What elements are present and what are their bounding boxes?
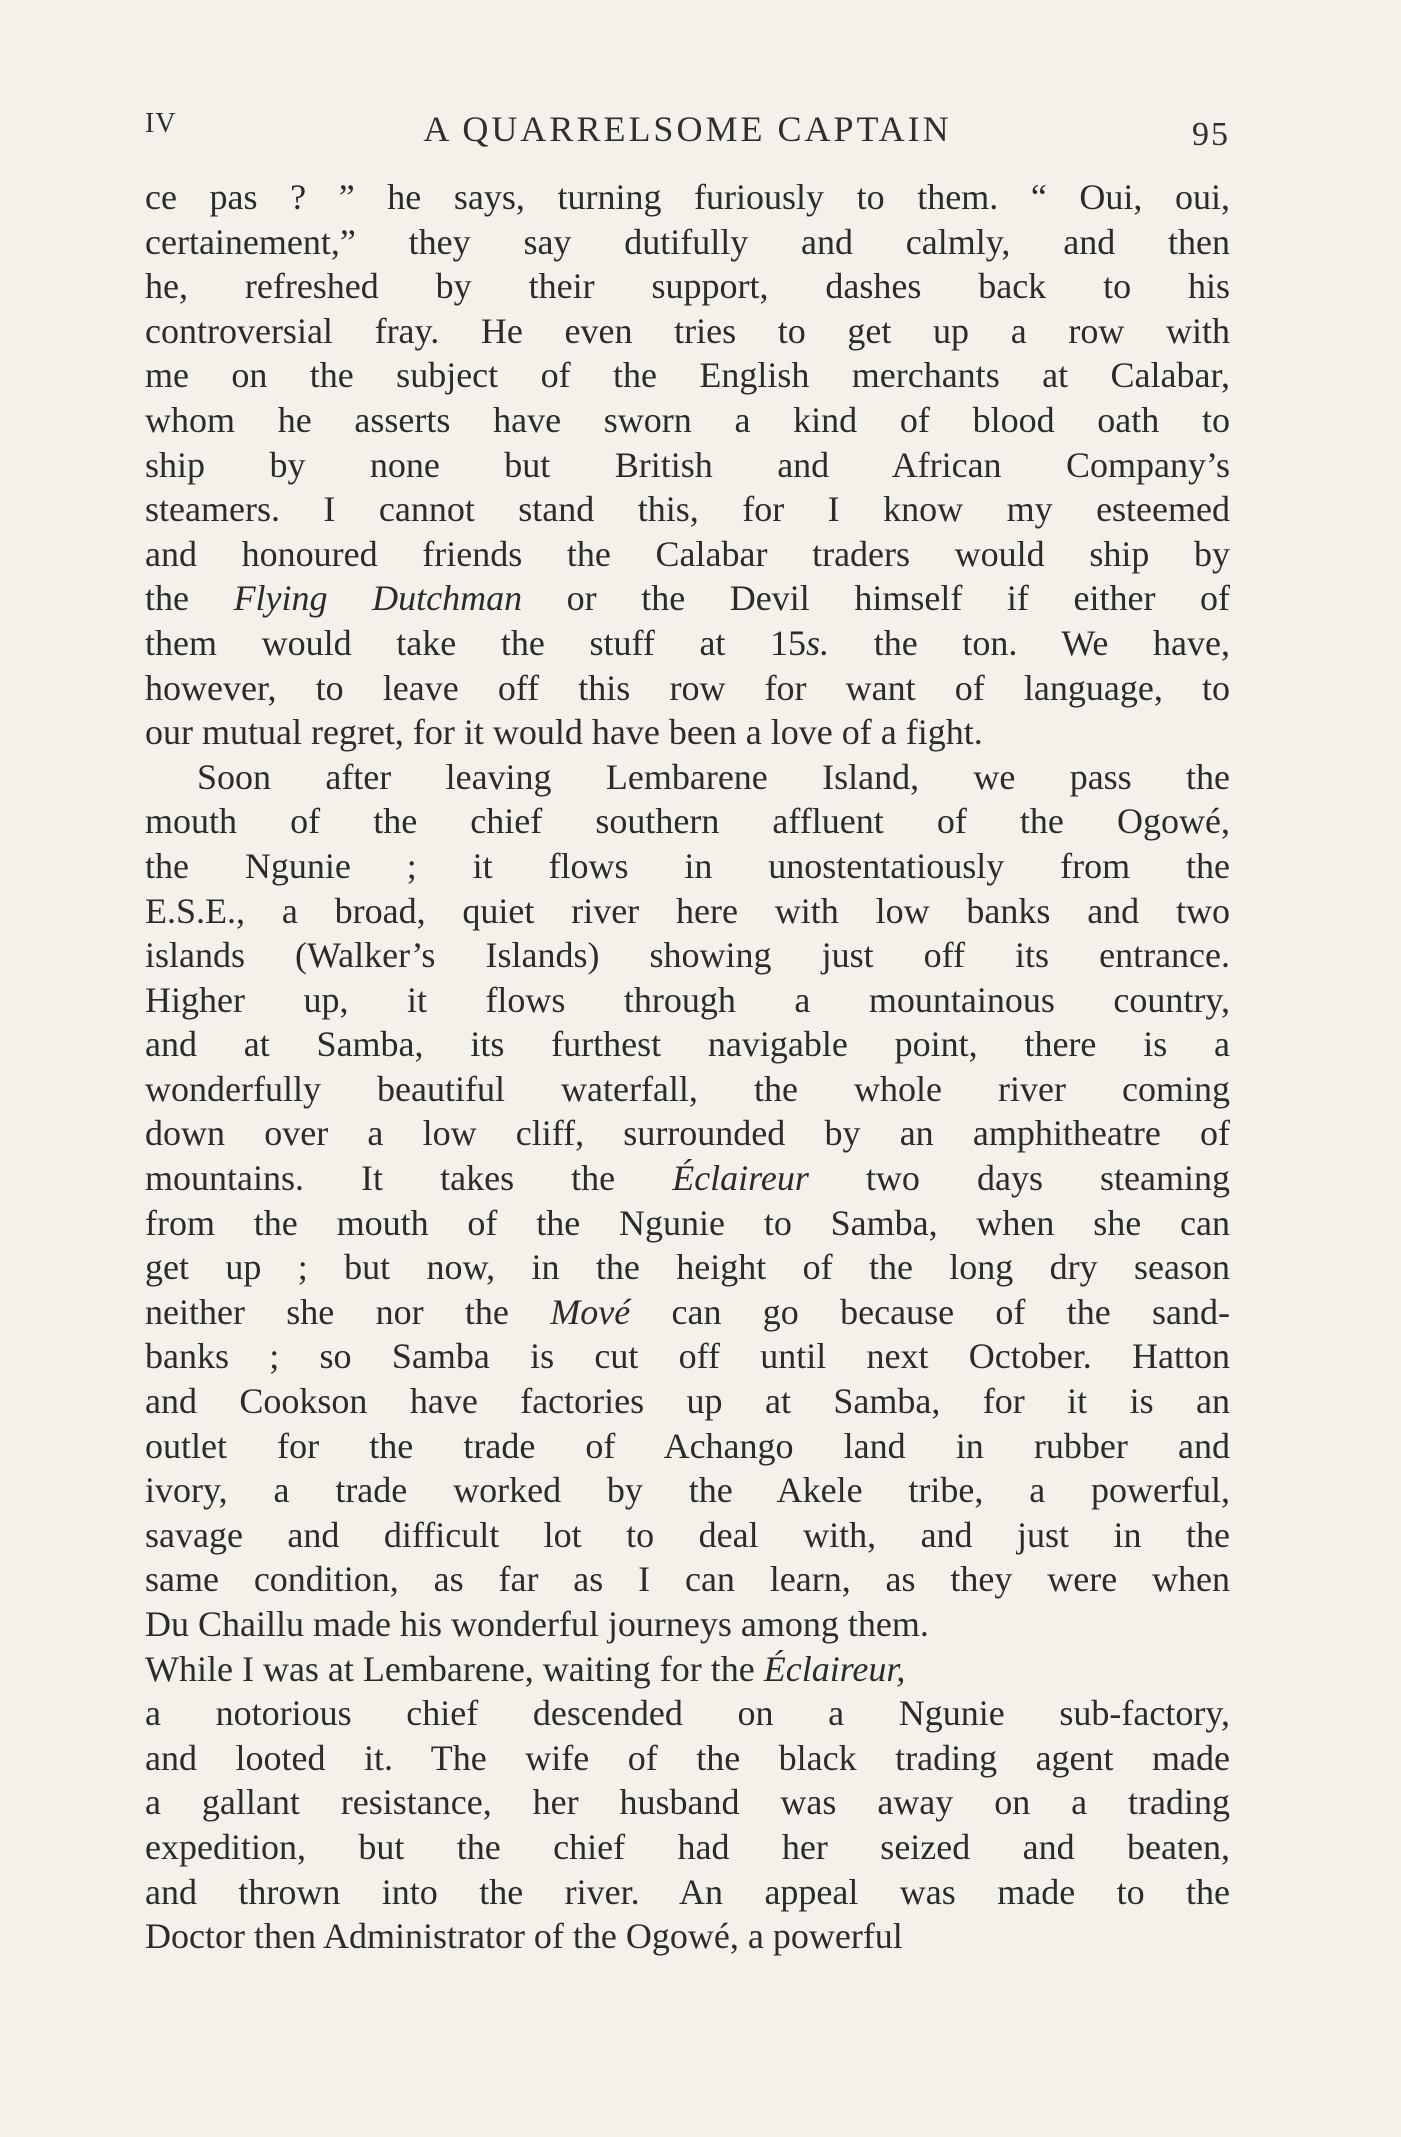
text-line [145,1290,1230,1335]
text-line: mouth of the chief southern affluent of the Ogowé, [145,801,1230,842]
text-line: and at Samba, its furthest navigable point, there is a [145,1024,1230,1065]
italic-title: s. [806,622,830,663]
text-line: a gallant resistance, her husband was away on a trading [145,1782,1230,1823]
text-line: he, refreshed by their support, dashes back to his [145,266,1230,307]
text-span: or the Devil himself if either of [522,578,1230,619]
chapter-number: IV [145,108,177,139]
text-span: neither she nor the [145,1291,551,1332]
text-span: the [145,578,234,619]
text-line: our mutual regret, for it would have been a love of a fight. [145,712,983,753]
text-line: Higher up, it flows through a mountainous country, [145,979,1230,1020]
text-line: ce pas ? ” he says, turning furiously to them. “ Oui, oui, [145,177,1230,217]
text-line [145,621,1230,666]
italic-title: Éclaireur, [763,1648,906,1689]
text-line: E.S.E., a broad, quiet river here with low banks and two [145,890,1230,931]
text-line: ivory, a trade worked by the Akele tribe, a powerful, [145,1470,1230,1511]
text-span: mountains. It takes the [145,1158,673,1199]
text-line [145,1647,1230,1692]
text-line: ship by none but British and African Company’s [145,444,1230,485]
text-line: and thrown into the river. An appeal was made to the [145,1871,1230,1912]
text-line [145,576,1230,621]
text-line: from the mouth of the Ngunie to Samba, when she can [145,1202,1230,1243]
text-span: two days steaming [808,1158,1230,1199]
text-line: wonderfully beautiful waterfall, the whole river coming [145,1068,1230,1109]
text-span: can go because of the sand- [630,1291,1231,1332]
text-line [145,1156,1230,1201]
page-number: 95 [1192,116,1230,153]
text-line: get up ; but now, in the height of the long dry season [145,1247,1230,1288]
italic-title: Flying Dutchman [233,578,523,619]
text-line: Doctor then Administrator of the Ogowé, a powerful [145,1916,903,1957]
text-line: Soon after leaving Lembarene Island, we pass the [197,756,1230,797]
text-line: whom he asserts have sworn a kind of blood oath to [145,399,1230,440]
text-line: Du Chaillu made his wonderful journeys among them. [145,1604,929,1644]
text-line: banks ; so Samba is cut off until next October. Hatton [145,1336,1230,1377]
text-line: savage and difficult lot to deal with, and just in the [145,1514,1230,1555]
text-line: certainement,” they say dutifully and calmly, and then [145,221,1230,262]
text-line: and looted it. The wife of the black trading agent made [145,1737,1230,1778]
text-line: islands (Walker’s Islands) showing just off its entrance. [145,935,1230,976]
italic-title: Mové [550,1291,631,1332]
text-span: the ton. We have, [829,622,1230,663]
text-line: however, to leave off this row for want of language, to [145,667,1230,708]
italic-title: Éclaireur [672,1158,809,1199]
text-span: them would take the stuff at 15 [145,622,807,663]
text-line: and Cookson have factories up at Samba, for it is an [145,1381,1230,1422]
text-line: steamers. I cannot stand this, for I know my esteemed [145,489,1230,530]
text-line: down over a low cliff, surrounded by an amphitheatre of [145,1113,1230,1154]
text-line: outlet for the trade of Achango land in rubber and [145,1425,1230,1466]
text-line: a notorious chief descended on a Ngunie sub-factory, [145,1693,1230,1734]
text-line: and honoured friends the Calabar traders would ship by [145,533,1230,574]
text-line: same condition, as far as I can learn, as they were when [145,1559,1230,1600]
running-head [145,108,1230,154]
text-span: While I was at Lembarene, waiting for the [145,1648,764,1689]
text-line: controversial fray. He even tries to get up a row with [145,310,1230,351]
text-line: expedition, but the chief had her seized and beaten, [145,1826,1230,1867]
chapter-title: A QUARRELSOME CAPTAIN [423,109,952,149]
text-line: the Ngunie ; it flows in unostentatiously from the [145,845,1230,886]
text-line: me on the subject of the English merchants at Calabar, [145,355,1230,396]
body-text [145,175,1230,1959]
